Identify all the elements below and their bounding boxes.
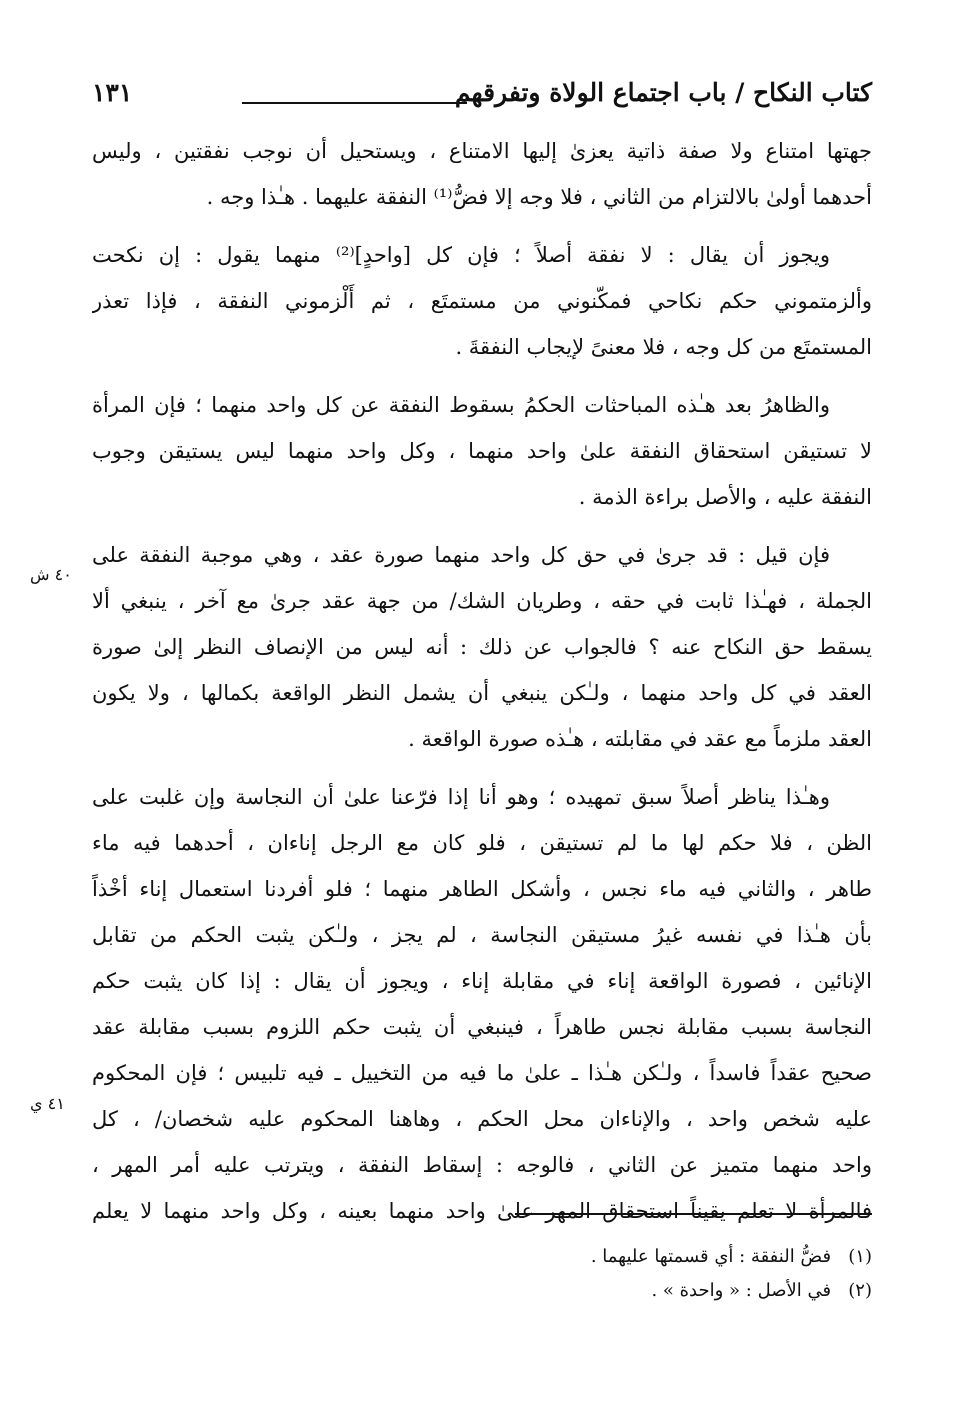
text-line: جهتها امتناع ولا صفة ذاتية يعزىٰ إليها الامتناع ، ويستحيل أن نوجب نفقتين ، وليس <box>92 139 872 163</box>
footnote-number: (١) <box>848 1246 872 1267</box>
text-line: أحدهما أولىٰ بالالتزام من الثاني ، فلا وجه إلا فضُّ⁽¹⁾ النفقة عليهما . هـٰذا وجه . <box>206 185 872 209</box>
text-line: الجملة ، فهـٰذا ثابت في حقه ، وطريان الشك/ من جهة عقد جرىٰ مع آخر ، ينبغي ألا <box>92 589 872 613</box>
main-text <box>92 128 872 1234</box>
running-header <box>92 78 872 118</box>
footnote-rule <box>515 1213 872 1215</box>
running-title: كتاب النكاح / باب اجتماع الولاة وتفرقهم <box>454 78 872 107</box>
text-line: الظن ، فلا حكم لها ما لم تستيقن ، فلو كان مع الرجل إناءان ، أحدهما فيه ماء <box>92 831 872 855</box>
margin-note: ٤١ ي <box>30 1094 65 1113</box>
header-rule <box>242 102 467 104</box>
text-line: النفقة عليه ، والأصل براءة الذمة . <box>578 485 872 509</box>
text-line: طاهر ، والثاني فيه ماء نجس ، وأشكل الطاهر منهما ؛ فلو أفردنا استعمال إناء أخْذاً <box>92 877 872 901</box>
text-line: عليه شخص واحد ، والإناءان محل الحكم ، وهاهنا المحكوم عليه شخصان/ ، كل <box>92 1107 872 1131</box>
text-line: بأن هـٰذا في نفسه غيرُ مستيقن النجاسة ، لم يجز ، ولـٰكن يثبت الحكم من تقابل <box>92 923 872 947</box>
text-line: والظاهرُ بعد هـٰذه المباحثات الحكمُ بسقوط النفقة عن كل واحد منهما ؛ فإن المرأة <box>92 393 830 417</box>
text-line: واحد منهما متميز عن الثاني ، فالوجه : إسقاط النفقة ، ويترتب عليه أمر المهر ، <box>92 1153 872 1177</box>
text-line: يسقط حق النكاح عنه ؟ فالجواب عن ذلك : أنه ليس من الإنصاف النظر إلىٰ صورة <box>92 635 872 659</box>
text-line: الإنائين ، فصورة الواقعة إناء في مقابلة إناء ، ويجوز أن يقال : إذا كان يثبت حكم <box>92 969 872 993</box>
text-line: ويجوز أن يقال : لا نفقة أصلاً ؛ فإن كل [واحدٍ]⁽²⁾ منهما يقول : إن نكحت <box>92 243 830 267</box>
text-line: فإن قيل : قد جرىٰ في حق كل واحد منهما صورة عقد ، وهي موجبة النفقة على <box>92 543 830 567</box>
text-line: وألزمتموني حكم نكاحي فمكّنوني من مستمتَع ، ثم أَلْزموني النفقة ، فإذا تعذر <box>92 289 872 313</box>
footnote <box>92 1240 872 1274</box>
footnote-text: فضُّ النفقة : أي قسمتها عليهما . <box>590 1246 832 1267</box>
text-line: النجاسة بسبب مقابلة نجس طاهراً ، فينبغي أن يثبت حكم اللزوم بسبب مقابلة عقد <box>92 1015 872 1039</box>
text-line: لا تستيقن استحقاق النفقة علىٰ واحد منهما ، وكل واحد منهما ليس يستيقن وجوب <box>92 439 872 463</box>
text-line: وهـٰذا يناظر أصلاً سبق تمهيده ؛ وهو أنا إذا فرّعنا علىٰ أن النجاسة وإن غلبت على <box>92 785 830 809</box>
text-line: العقد ملزماً مع عقد في مقابلته ، هـٰذه صورة الواقعة . <box>408 727 872 751</box>
text-line: فالمرأة لا تعلم يقيناً استحقاق المهر علىٰ واحد منهما بعينه ، وكل واحد منهما لا يعلم <box>92 1199 872 1223</box>
text-line: المستمتَع من كل وجه ، فلا معنىً لإيجاب النفقةَ . <box>455 335 872 359</box>
footnote-text: في الأصل : « واحدة » . <box>651 1280 832 1301</box>
footnote <box>92 1274 872 1308</box>
margin-note: ٤٠ ش <box>30 565 72 584</box>
page-number: ١٣١ <box>92 78 133 107</box>
text-line: صحيح عقداً فاسداً ، ولـٰكن هـٰذا ـ علىٰ ما فيه من التخييل ـ فيه تلبيس ؛ فإن المحكوم <box>92 1061 872 1085</box>
text-line: العقد في كل واحد منهما ، ولـٰكن ينبغي أن يشمل النظر الواقعة بكمالها ، ولا يكون <box>92 681 872 705</box>
footnotes <box>92 1240 872 1308</box>
footnote-number: (٢) <box>848 1280 872 1301</box>
